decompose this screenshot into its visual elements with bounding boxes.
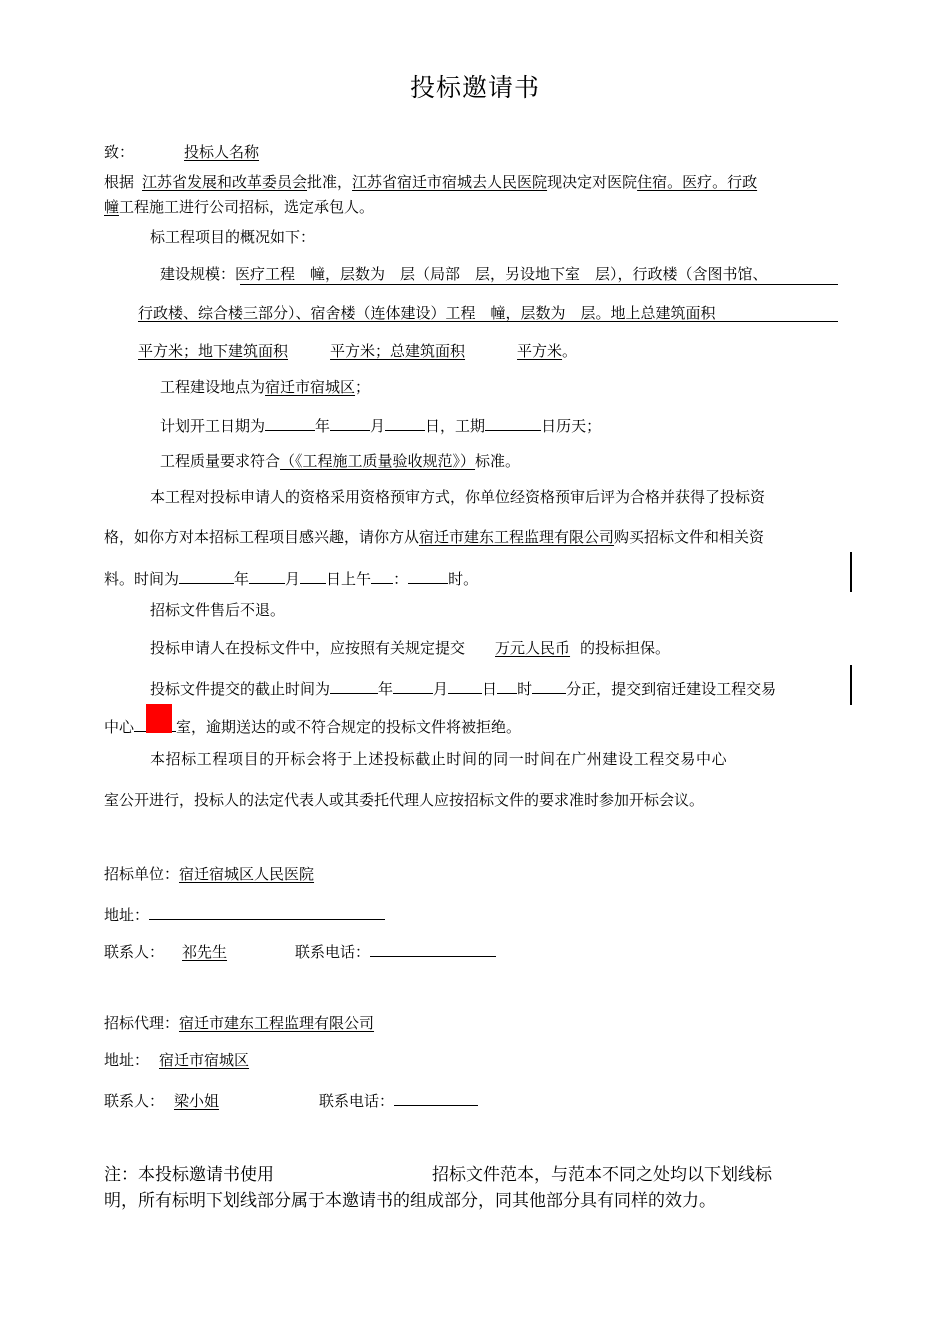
start-year-blank — [265, 413, 315, 431]
deadline-line-1 — [150, 676, 776, 699]
deadline-year-blank — [330, 676, 378, 694]
schedule-prefix: 计划开工日期为 — [160, 417, 266, 435]
deadline-prefix: 投标文件提交的截止时间为 — [150, 680, 331, 698]
sale-hour: 时。 — [448, 570, 479, 588]
overview-heading: 标工程项目的概况如下： — [150, 228, 316, 246]
basis-line-2 — [104, 197, 374, 217]
agent-contact-line — [104, 1088, 478, 1111]
no-refund-line: 招标文件售后不退。 — [150, 601, 286, 619]
agent-phone-label: 联系电话： — [319, 1092, 395, 1110]
opening-line-2: 室公开进行，投标人的法定代表人或其委托代理人应按招标文件的要求准时参加开标会议。 — [104, 791, 705, 809]
agent-name: 宿迁市建东工程监理有限公司 — [179, 1014, 375, 1032]
start-month-blank — [330, 413, 370, 431]
agent-address-label: 地址： — [104, 1051, 150, 1069]
prequal-line-1: 本工程对投标申请人的资格采用资格预审方式，你单位经资格预审后评为合格并获得了投标资 — [150, 488, 766, 506]
total-area-unit: 平方米 — [517, 342, 563, 360]
note-line-2: 明，所有标明下划线部分属于本邀请书的组成部分，同其他部分具有同样的效力。 — [104, 1191, 716, 1211]
tenderer-name: 宿迁宿城区人民医院 — [179, 865, 315, 883]
guarantee-prefix: 投标申请人在投标文件中，应按照有关规定提交 — [150, 639, 466, 657]
sale-month-blank — [249, 566, 285, 584]
prequal-line-3 — [104, 566, 478, 589]
owner: 江苏省宿迁市宿城去人民医院 — [352, 173, 548, 191]
deadline-day-blank — [448, 676, 482, 694]
project-name: 住宿。医疗。行政 — [637, 173, 758, 191]
basis-line-1 — [104, 172, 757, 192]
note-suffix: 招标文件范本，与范本不同之处均以下划线标 — [432, 1165, 772, 1185]
opening-line-1: 本招标工程项目的开标会将于上述投标截止时间的同一时间在广州建设工程交易中心 — [150, 750, 728, 768]
basis-prefix: 根据 — [104, 173, 135, 191]
sale-year: 年 — [234, 570, 250, 588]
approver: 江苏省发展和改革委员会 — [142, 173, 308, 191]
guarantee-suffix: 的投标担保。 — [580, 639, 671, 657]
duration-blank — [485, 413, 541, 431]
tenderer-contact: 祁先生 — [182, 943, 228, 961]
sale-hour-blank — [371, 566, 393, 584]
quality-standard: （《工程施工质量验收规范》） — [280, 452, 476, 470]
prequal-prefix: 格，如你方对本招标工程项目感兴趣，请你方从 — [104, 528, 420, 546]
basis-mid2: 现决定对医院 — [547, 173, 638, 191]
sale-time-label: 料。时间为 — [104, 570, 180, 588]
project-name-cont: 幢 — [104, 198, 120, 216]
agency-name: 宿迁市建东工程监理有限公司 — [419, 528, 615, 546]
tenderer-phone-blank — [370, 939, 496, 957]
deadline-day: 日 — [482, 680, 498, 698]
deadline-month: 月 — [433, 680, 449, 698]
guarantee-amount: 万元人民币 — [495, 639, 571, 657]
deadline-minute-blank — [532, 676, 566, 694]
scale-underline-1 — [240, 284, 838, 285]
document-title: 投标邀请书 — [409, 73, 540, 102]
note-prefix: 注：本投标邀请书使用 — [104, 1165, 274, 1185]
guarantee-line — [150, 638, 670, 658]
deadline-minute: 分正，提交到宿迁建设工程交易 — [566, 680, 777, 698]
scale-line-2: 行政楼、综合楼三部分）、宿舍楼（连体建设）工程 幢，层数为 层。地上总建筑面积 — [138, 304, 716, 322]
tenderer-address-label: 地址： — [104, 906, 150, 924]
prequal-suffix: 购买招标文件和相关资 — [614, 528, 765, 546]
scale-line-3 — [138, 341, 577, 361]
recipient-label: 致： — [104, 143, 135, 161]
sale-day-blank — [300, 566, 326, 584]
deadline-suffix: 室，逾期送达的或不符合规定的投标文件将被拒绝。 — [176, 718, 522, 736]
note-line-1 — [104, 1162, 772, 1188]
schedule-day: 日，工期 — [425, 417, 486, 435]
location-line — [160, 377, 370, 397]
prequal-line-2 — [104, 527, 764, 547]
agent-phone-blank — [394, 1088, 478, 1106]
margin-bar-2 — [850, 665, 852, 705]
schedule-suffix: 日历天； — [541, 417, 602, 435]
scale-end: 。 — [562, 342, 578, 360]
deadline-hour: 时 — [517, 680, 533, 698]
tenderer-label: 招标单位： — [104, 865, 180, 883]
tenderer-contact-label: 联系人： — [104, 943, 165, 961]
location-value: 宿迁市宿城区 — [265, 378, 356, 396]
location-prefix: 工程建设地点为 — [160, 378, 266, 396]
schedule-month: 月 — [370, 417, 386, 435]
basis-mid: 批准， — [307, 173, 353, 191]
tenderer-phone-label: 联系电话： — [295, 943, 371, 961]
margin-bar-1 — [850, 552, 852, 592]
agent-address-line — [104, 1050, 259, 1070]
tenderer-address-blank — [149, 902, 385, 920]
deadline-month-blank — [393, 676, 433, 694]
deadline-hour-blank — [497, 676, 517, 694]
agent-contact-label: 联系人： — [104, 1092, 165, 1110]
schedule-year: 年 — [315, 417, 331, 435]
quality-suffix: 标准。 — [475, 452, 521, 470]
sale-month: 月 — [285, 570, 301, 588]
agent-line — [104, 1013, 374, 1033]
agent-contact: 梁小姐 — [174, 1092, 220, 1110]
sale-day: 日上午 — [326, 570, 372, 588]
sale-minute-blank — [408, 566, 448, 584]
sale-year-blank — [179, 566, 234, 584]
sale-time-sep: ： — [393, 570, 409, 588]
red-marker — [146, 704, 172, 733]
agent-label: 招标代理： — [104, 1014, 180, 1032]
basis-suffix: 工程施工进行公司招标，选定承包人。 — [119, 198, 375, 216]
scale-underline-2 — [138, 321, 838, 322]
tenderer-contact-line — [104, 939, 496, 962]
total-area-label: 平方米；总建筑面积 — [330, 342, 466, 360]
start-day-blank — [385, 413, 425, 431]
quality-line — [160, 451, 520, 471]
underground-area-label: 平方米；地下建筑面积 — [138, 342, 289, 360]
recipient-name: 投标人名称 — [184, 143, 260, 161]
agent-address: 宿迁市宿城区 — [159, 1051, 250, 1069]
recipient-line — [104, 142, 321, 162]
tenderer-address-line — [104, 902, 385, 925]
deadline-center: 中心 — [104, 718, 135, 736]
quality-prefix: 工程质量要求符合 — [160, 452, 281, 470]
tenderer-line — [104, 864, 314, 884]
schedule-line — [160, 413, 601, 436]
location-suffix: ； — [355, 378, 371, 396]
deadline-year: 年 — [378, 680, 394, 698]
scale-line-1: 建设规模：医疗工程 幢，层数为 层（局部 层，另设地下室 层），行政楼（含图书馆、 — [160, 265, 768, 283]
